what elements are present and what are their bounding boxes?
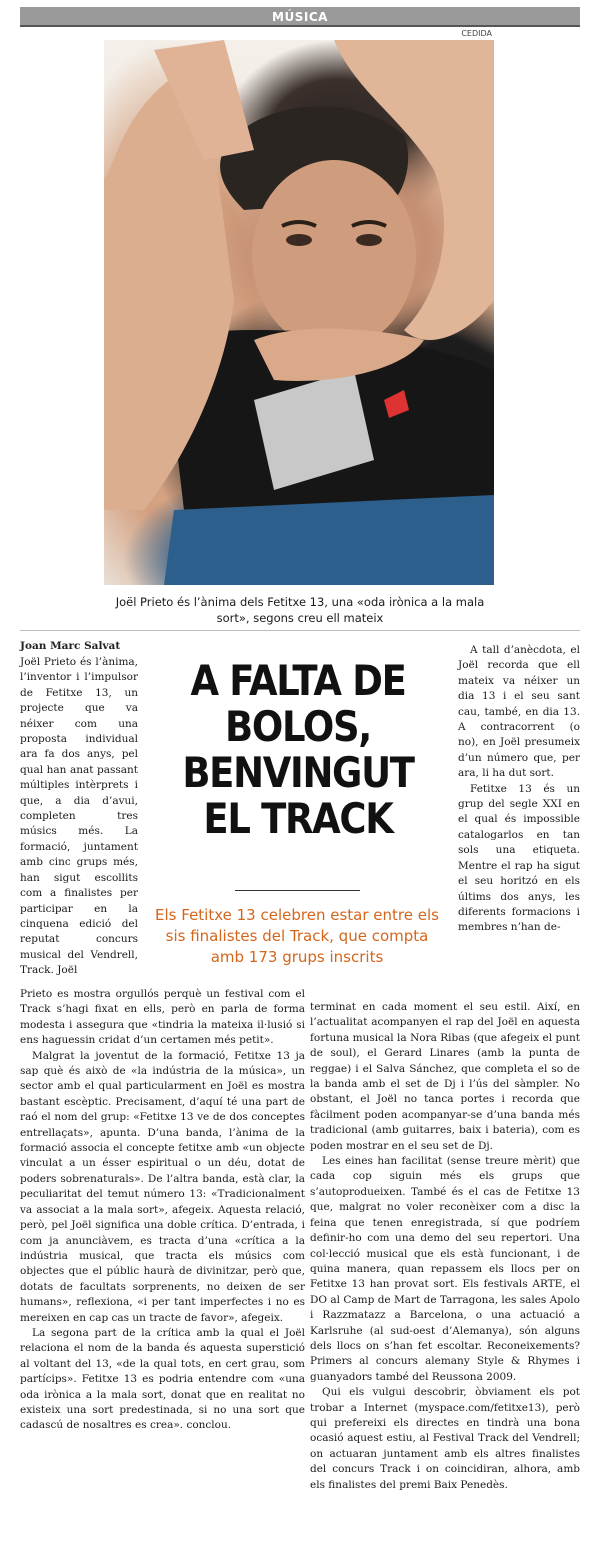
byline: Joan Marc Salvat	[20, 640, 121, 652]
paragraph: terminat en cada moment el seu estil. Així, en l’actualitat acompanyen el rap del Joël en aquesta fortuna musical la Nora Ribas (que afegeix el punt de soul), el Gerard Linares (amb la punta de reggae) i el Salva Sánchez, que completa el so de la banda amb el set de Dj i l’ús del sàmpler. No obstant, el Joël no tanca portes i recorda que fàcilment poden acompanyar-se d’una banda més tradicional (amb guitarres, baix i bateria), com es poden mostrar en el seu set de Dj.	[310, 1001, 580, 1152]
paragraph: Joël Prieto és l’ànima, l’inventor i l’impulsor de Fetitxe 13, un projecte que va néixer com una proposta individual ara fa dos anys, pel qual han anat passant múltiples intèrprets i que, a dia d’avui, completen tres músics més. La formació, juntament amb cinc grups més, han sigut escollits com a finalistes per participar en la cinquena edició del reputat concurs musical del Vendrell, Track. Joël	[20, 656, 138, 977]
paragraph: Malgrat la joventut de la formació, Fetitxe 13 ja sap què és això de «la indústria de la música», un sector amb el qual particularment en Joël es mostra bastant escèptic. Precisament, d’aquí té una part de raó el nom del grup: «Fetitxe 13 ve de dos conceptes entrellaçats», apunta. D’una banda, l’ànima de la formació associa el concepte fetitxe amb «un objecte vinculat a un ésser espiritual o un déu, dotat de poders sobrenaturals». De l’altra banda, està clar, la peculiaritat del temut número 13: «Tradicionalment va associat a la mala sort», afegeix. Aquesta relació, però, pel Joël significa una doble crítica. D’entrada, i com ja anunciàvem, es tracta d’una «crítica a la indústria musical, que tracta els músics com objectes que el públic haurà de divinitzar, però que, dotats de facultats sorprenents, no deixen de ser humans», reflexiona, «i per tant imperfectes i no es mereixen en cap cas un tracte de favor», afegeix.	[20, 1049, 305, 1324]
photo-illustration	[104, 40, 494, 585]
section-label: MÚSICA	[272, 10, 328, 24]
subheadline: Els Fetitxe 13 celebren estar entre els sis finalistes del Track, que compta amb 173 grups inscrits	[155, 906, 439, 966]
divider	[20, 630, 580, 631]
column-right-wide	[310, 1000, 580, 1493]
column-right-narrow	[458, 643, 580, 936]
column-left-wide	[20, 987, 305, 1434]
paragraph: A tall d’anècdota, el Joël recorda que ell mateix va néixer un dia 13 i el seu sant cau, també, en dia 13. A contracorrent (o no), en Joël presumeix d’un número que, per ara, li ha dut sort.	[458, 644, 580, 780]
paragraph: Qui els vulgui descobrir, òbviament els pot trobar a Internet (myspace.com/fetitxe13), però qui prefereixi els directes en tindrà una bona ocasió aquest estiu, al Festival Track del Vendrell; on actuaran juntament amb els altres finalistes del concurs Track i on coincidiran, alhora, amb els finalistes del premi Baix Penedès.	[310, 1386, 580, 1491]
article-photo	[104, 40, 494, 585]
paragraph: Fetitxe 13 és un grup del segle XXI en el qual és impossible catalogarlos en tan sols una etiqueta. Mentre el rap ha sigut el seu horitzó en els últims dos anys, les diferents formacions i membres n’han de-	[458, 782, 580, 934]
paragraph: La segona part de la crítica amb la qual el Joël relaciona el nom de la banda és aquesta superstició al voltant del 13, «de la qual tots, en cert grau, som partícips». Fetitxe 13 es podria entendre com «una oda irònica a la mala sort, donat que en realitat no existeix una sort predestinada, si no una sort que cadascú de nosaltres es crea». conclou.	[20, 1326, 305, 1432]
headline-rule	[235, 890, 360, 891]
photo-credit: CEDIDA	[461, 29, 492, 38]
photo-caption: Joël Prieto és l’ànima dels Fetitxe 13, una «oda irònica a la mala sort», segons creu ell mateix	[115, 595, 485, 625]
paragraph: Prieto es mostra orgullós perquè un festival com el Track s’hagi fixat en ells, però en parla de forma modesta i assegura que «tindria la mateixa il·lusió si ens haguessin cridat d’un certamen més petit».	[20, 988, 305, 1047]
headline: A FALTA DE BOLOS, BENVINGUT EL TRACK	[182, 656, 414, 843]
section-bar	[20, 7, 580, 27]
column-left-narrow	[20, 655, 138, 979]
paragraph: Les eines han facilitat (sense treure mèrit) que cada cop siguin més els grups que s’autoprodueixen. També és el cas de Fetitxe 13 que, malgrat no voler reconèixer com a disc la feina que tenen enregistrada, sí que podríem definir-ho com una demo del seu repertori. Una col·lecció musical que els està funcionant, i de quina manera, quan repassem els llocs per on Fetitxe 13 han provat sort. Els festivals ARTE, el DO al Camp de Mart de Tarragona, les sales Apolo i Razzmatazz a Barcelona, o una actuació a Karlsruhe (al sud-oest d’Alemanya), són alguns dels llocs on s’han fet escoltar. Reconeixements? Primers al concurs alemany Style & Rhymes i guanyadors també del Reussona 2009.	[310, 1155, 580, 1383]
